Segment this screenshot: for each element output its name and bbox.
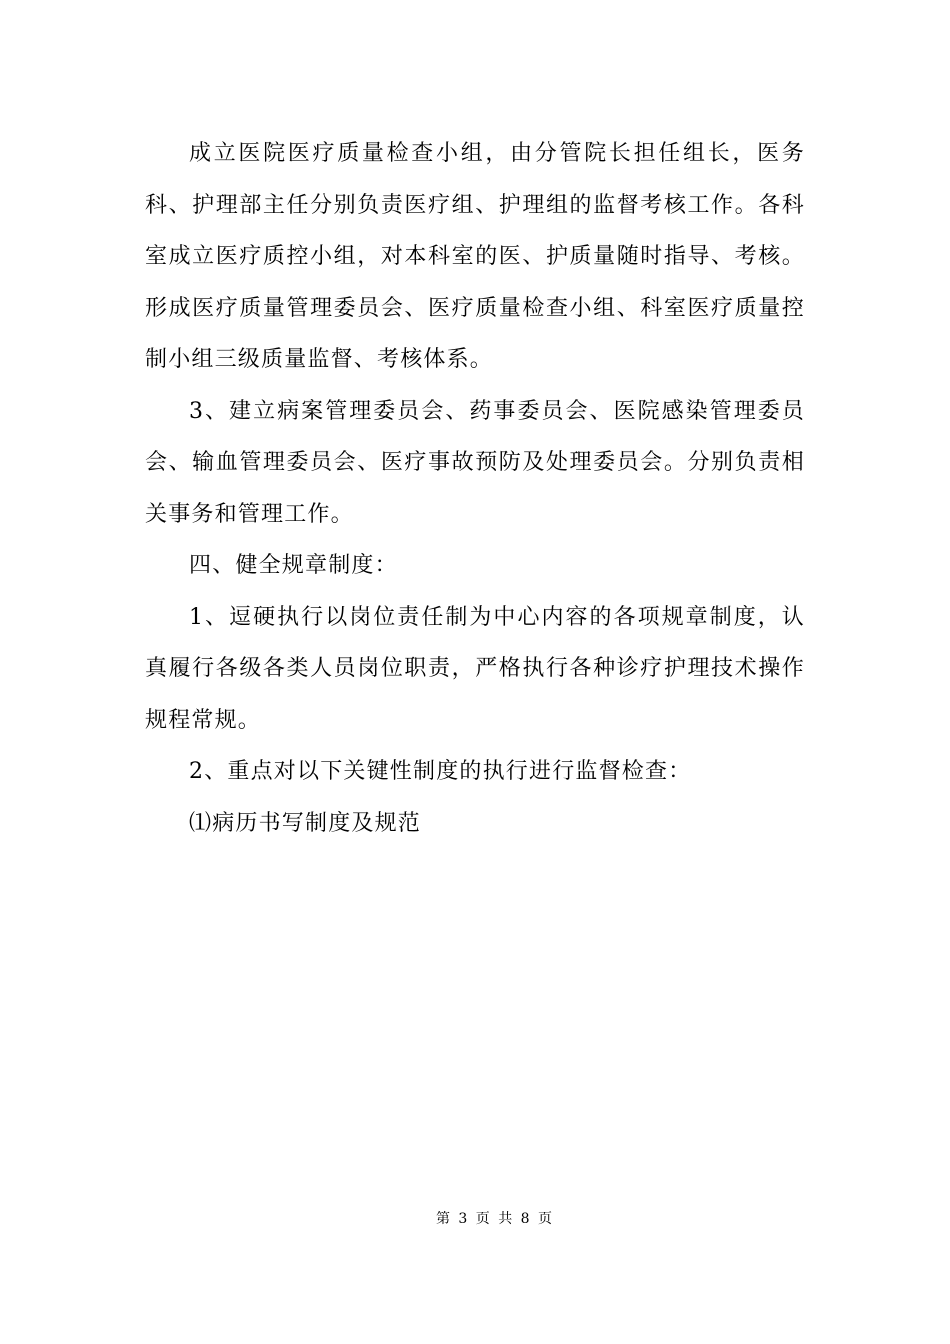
paragraph-rule-1: 1、逗硬执行以岗位责任制为中心内容的各项规章制度，认真履行各级各类人员岗位职责，严格执行各种诊疗护理技术操作规程常规。 [145,604,805,733]
paragraph-committees: 3、建立病案管理委员会、药事委员会、医院感染管理委员会、输血管理委员会、医疗事故预防及处理委员会。分别负责相关事务和管理工作。 [145,398,805,527]
section-heading-rules: 四、健全规章制度： [189,553,398,578]
paragraph-rule-2: 2、重点对以下关键性制度的执行进行监督检查： [189,759,692,784]
paragraph-quality-team: 成立医院医疗质量检查小组，由分管院长担任组长，医务科、护理部主任分别负责医疗组、护理组的监督考核工作。各科室成立医疗质控小组，对本科室的医、护质量随时指导、考核。形成医疗质量管理委员会、医疗质量检查小组、科室医疗质量控制小组三级质量监督、考核体系。 [145,141,805,372]
list-item-medical-records: ⑴病历书写制度及规范 [189,810,422,836]
page-footer: 第 3 页 共 8 页 [435,1211,555,1227]
document-body [145,128,805,849]
